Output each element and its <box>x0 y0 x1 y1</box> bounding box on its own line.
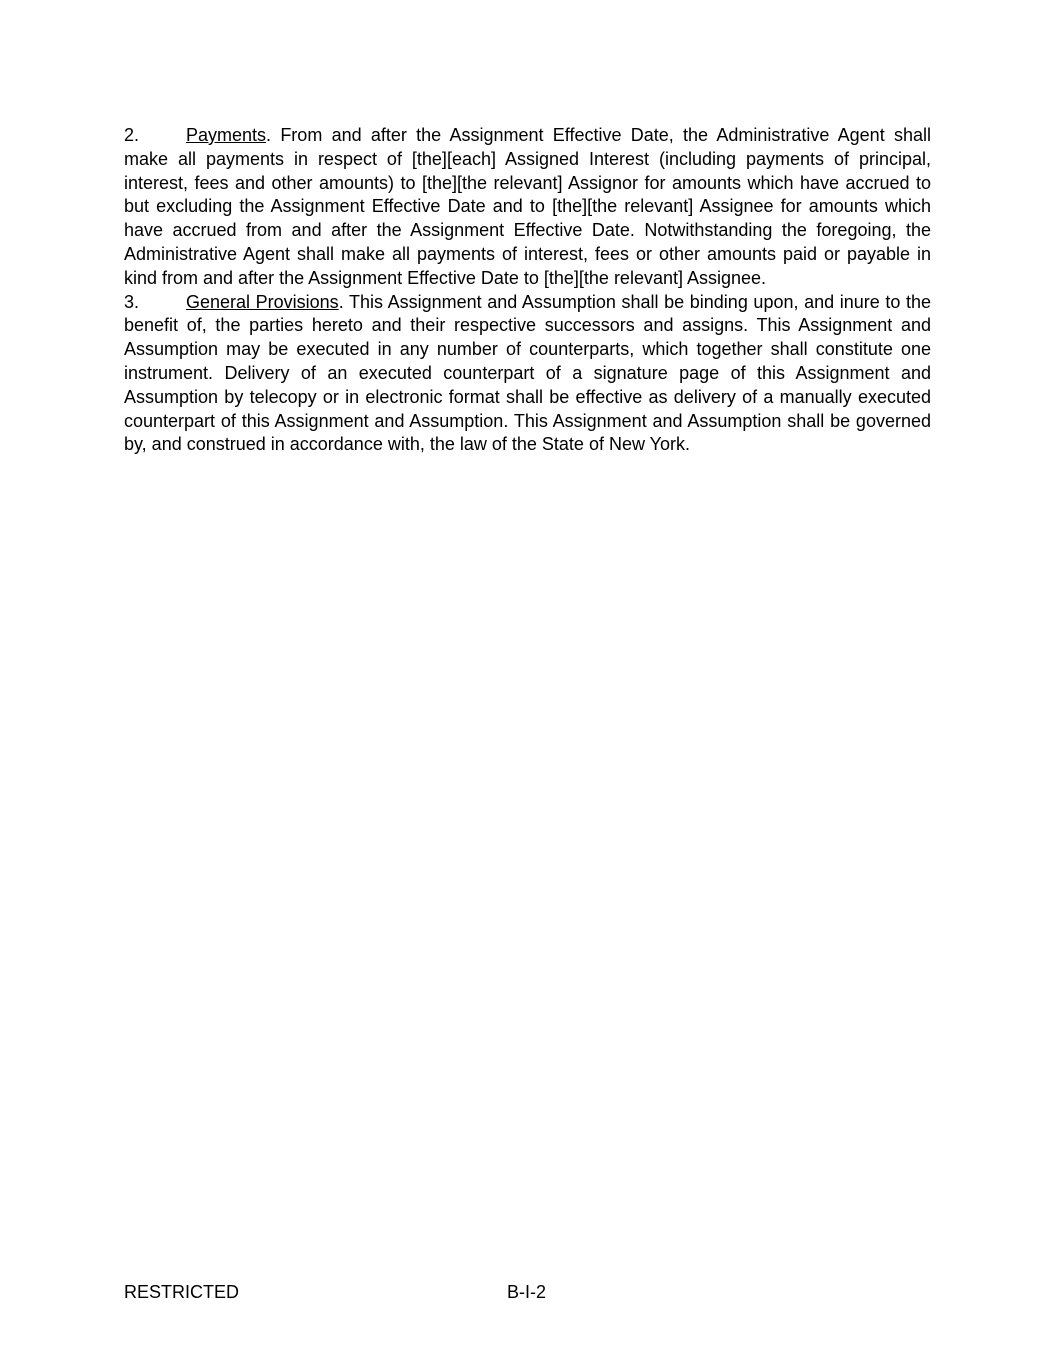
section-general-provisions <box>124 291 931 458</box>
section-heading: Payments <box>186 125 267 145</box>
section-heading: General Provisions <box>186 291 339 312</box>
section-number: 2. <box>124 125 140 145</box>
section-number: 3. <box>124 291 140 312</box>
section-payments <box>124 124 931 291</box>
document-body <box>124 124 931 457</box>
footer-classification: RESTRICTED <box>124 1282 240 1302</box>
section-body: . This Assignment and Assumption shall be binding upon, and inure to the benefit of, the parties hereto and their respective successors and assigns. This Assignment and Assumption may be executed in any number of counterparts, which together shall constitute one instrument. Delivery of an executed counterpart of a signature page of this Assignment and Assumption by telecopy or in electronic format shall be effective as delivery of a manually executed counterpart of this Assignment and Assumption. This Assignment and Assumption shall be governed by, and construed in accordance with, the law of the State of New York. <box>124 291 931 455</box>
section-body: . From and after the Assignment Effective Date, the Administrative Agent shall make all payments in respect of [the][each] Assigned Interest (including payments of principal, interest, fees and other amounts) to [the][the relevant] Assignor for amounts which have accrued to but excluding the Assignment Effective Date and to [the][the relevant] Assignee for amounts which have accrued from and after the Assignment Effective Date. Notwithstanding the foregoing, the Administrative Agent shall make all payments of interest, fees or other amounts paid or payable in kind from and after the Assignment Effective Date to [the][the relevant] Assignee. <box>124 125 931 288</box>
footer-page-number: B-I-2 <box>507 1282 547 1302</box>
